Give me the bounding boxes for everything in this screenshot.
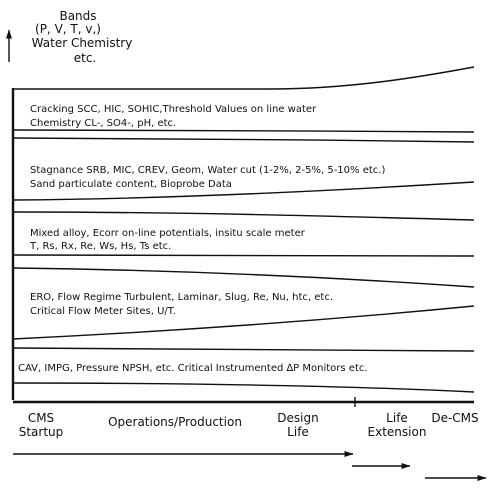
top-label-line2: (P, V, T, v,) <box>35 22 101 36</box>
phase-startup-line1: CMS <box>27 411 55 425</box>
top-label-line3: Water Chemistry <box>31 36 133 50</box>
band-boundary-7 <box>13 268 474 287</box>
band-4-line1: ERO, Flow Regime Turbulent, Laminar, Slug, Re, Nu, htc, etc. <box>30 292 333 303</box>
band-4-line2: Critical Flow Meter Sites, U/T. <box>30 306 176 317</box>
band-3-line1: Mixed alloy, Ecorr on-line potentials, insitu scale meter <box>30 228 305 239</box>
phase-startup-line2: Startup <box>18 425 64 439</box>
phase-design-line2: Life <box>287 425 309 439</box>
phase-operations: Operations/Production <box>108 415 242 429</box>
band-boundary-10 <box>13 383 474 392</box>
band-5-line1: CAV, IMPG, Pressure NPSH, etc. Critical Instrumented ∆P Monitors etc. <box>18 363 368 374</box>
band-boundary-1 <box>13 67 474 89</box>
band-1-line2: Chemistry CL-, SO4-, pH, etc. <box>30 118 177 129</box>
top-label-line1: Bands <box>59 9 97 23</box>
band-1-line1: Cracking SCC, HIC, SOHIC,Threshold Values on line water <box>30 104 317 115</box>
phase-extension-line2: Extension <box>367 425 427 439</box>
band-2-line1: Stagnance SRB, MIC, CREV, Geom, Water cut (1-2%, 2-5%, 5-10% etc.) <box>30 165 386 176</box>
band-boundary-9 <box>13 348 474 351</box>
band-3-line2: T, Rs, Rx, Re, Ws, Hs, Ts etc. <box>30 241 172 252</box>
top-label-line4: etc. <box>73 51 97 65</box>
band-boundary-6 <box>13 255 474 256</box>
band-boundary-3 <box>13 138 474 142</box>
phase-extension-line1: Life <box>386 411 408 425</box>
phase-design-line1: Design <box>277 411 319 425</box>
band-boundary-2 <box>13 130 474 132</box>
phase-decms: De-CMS <box>431 411 479 425</box>
band-boundary-5 <box>13 212 474 220</box>
band-2-line2: Sand particulate content, Bioprobe Data <box>30 179 232 190</box>
